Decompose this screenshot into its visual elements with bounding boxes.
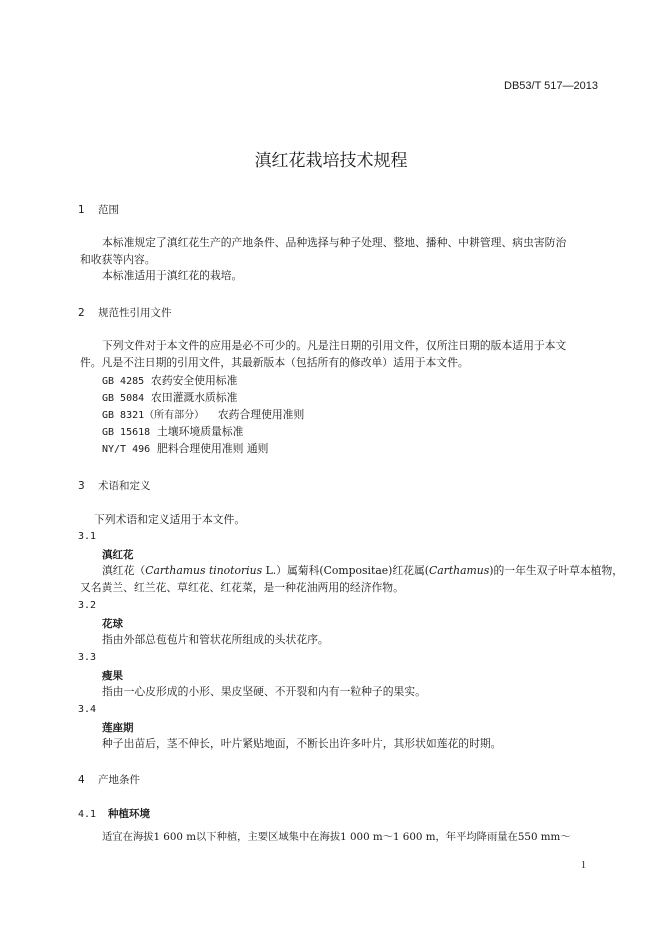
reference-code: GB 15618 (102, 427, 151, 438)
section-number: 3 (78, 480, 85, 492)
section-number: 2 (78, 307, 85, 319)
subsection-title: 种植环境 (108, 808, 150, 820)
section-title: 规范性引用文件 (98, 307, 172, 319)
section-1-heading (78, 202, 119, 217)
term-name: 莲座期 (102, 722, 134, 734)
section-number: 1 (78, 204, 85, 216)
standard-number: DB53/T 517—2013 (504, 80, 598, 92)
reference-item (102, 390, 237, 407)
section-4-heading (78, 772, 140, 787)
term-number: 3.4 (78, 704, 97, 715)
page-title: 滇红花栽培技术规程 (254, 151, 408, 171)
term-number: 3.3 (78, 652, 97, 663)
text-span: )的一年生双子叶草本植物， (489, 564, 624, 577)
reference-name: 农田灌溉水质标准 (151, 391, 238, 404)
reference-item (102, 441, 268, 458)
paragraph: 下列术语和定义适用于本文件。 (94, 513, 246, 526)
term-definition (102, 563, 623, 579)
reference-code: NY/T 496 (102, 444, 151, 455)
paragraph: 和收获等内容。 (80, 253, 156, 266)
text-span: 滇红花（ (102, 564, 146, 577)
page-number: 1 (581, 860, 586, 871)
reference-code: GB 5084 (102, 393, 145, 404)
section-2-heading (78, 305, 172, 320)
term-number: 3.1 (78, 531, 97, 542)
subsection-4-1-heading (78, 806, 150, 821)
term-definition: 指由一心皮形成的小形、果皮坚硬、不开裂和内有一粒种子的果实。 (102, 685, 426, 698)
term-name: 花球 (102, 618, 123, 630)
latin-name: Carthamus tinotorius (145, 564, 263, 577)
latin-genus: Carthamus (428, 564, 490, 577)
section-title: 术语和定义 (98, 480, 151, 492)
paragraph: 下列文件对于本文件的应用是必不可少的。凡是注日期的引用文件，仅所注日期的版本适用于本文 (102, 339, 567, 352)
term-definition: 种子出苗后，茎不伸长，叶片紧贴地面，不断长出许多叶片，其形状如莲花的时期。 (102, 737, 502, 750)
reference-code: GB 4285 (102, 376, 145, 387)
reference-name: 肥料合理使用准则 通则 (157, 442, 269, 455)
reference-name: 土壤环境质量标准 (157, 425, 244, 438)
paragraph: 本标准规定了滇红花生产的产地条件、品种选择与种子处理、整地、播种、中耕管理、病虫害防治 (102, 236, 567, 249)
term-number: 3.2 (78, 600, 97, 611)
reference-item (102, 424, 243, 441)
reference-name: 农药合理使用准则 (217, 408, 305, 421)
term-definition: 指由外部总苞苞片和管状花所组成的头状花序。 (102, 633, 329, 646)
paragraph: 本标准适用于滇红花的栽培。 (102, 269, 243, 282)
paragraph: 件。凡是不注日期的引用文件，其最新版本（包括所有的修改单）适用于本文件。 (80, 356, 469, 369)
reference-name: 农药安全使用标准 (151, 374, 238, 387)
term-definition: 又名黄兰、红兰花、草红花、红花菜，是一种花油两用的经济作物。 (80, 581, 404, 594)
text-span: L.）属菊科(Compositae)红花属( (262, 564, 429, 577)
section-title: 产地条件 (98, 774, 140, 786)
section-title: 范围 (98, 204, 119, 216)
reference-item (102, 373, 237, 390)
subsection-number: 4.1 (78, 809, 97, 820)
term-name: 瘦果 (102, 670, 123, 682)
section-3-heading (78, 478, 151, 493)
term-name: 滇红花 (102, 549, 134, 561)
paragraph: 适宜在海拔1 600 m以下种植，主要区域集中在海拔1 000 m～1 600 m，年平均降雨量在550 mm～ (102, 831, 571, 843)
section-number: 4 (78, 774, 85, 786)
reference-item (102, 407, 304, 424)
reference-code: GB 8321（所有部分） (102, 410, 205, 421)
